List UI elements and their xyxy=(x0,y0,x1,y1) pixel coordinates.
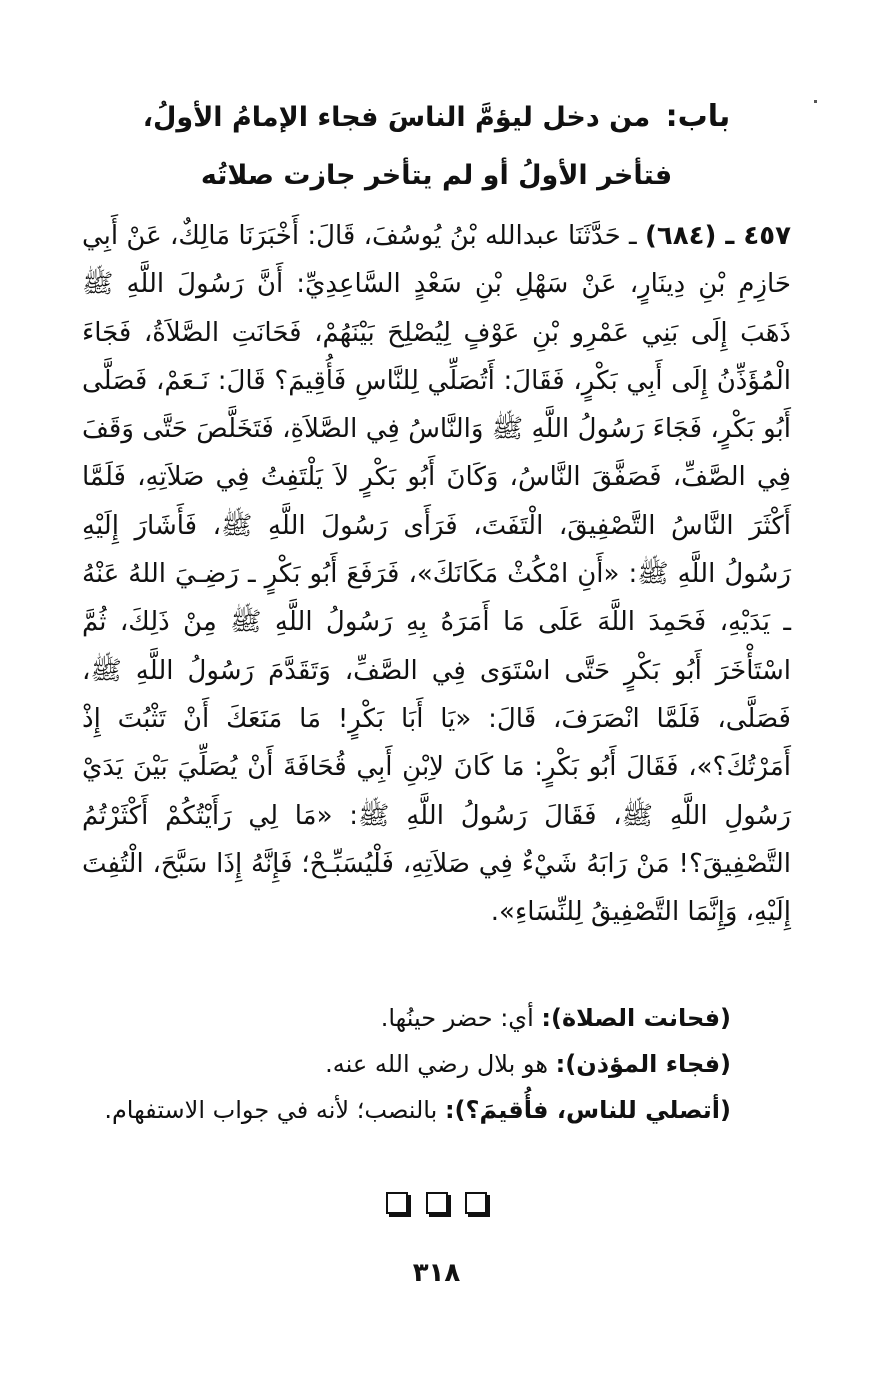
note-item xyxy=(82,1087,791,1133)
hadith-number: ٤٥٧ ـ (٦٨٤) xyxy=(644,221,791,251)
note-explanation: بالنصب؛ لأنه في جواب الاستفهام. xyxy=(104,1096,438,1124)
note-explanation: أي: حضر حينُها. xyxy=(380,1004,534,1032)
chapter-heading-line-1 xyxy=(100,88,773,147)
page-number: ٣١٨ xyxy=(412,1258,461,1288)
section-divider-ornament xyxy=(0,1192,873,1214)
ornament-square-icon xyxy=(386,1192,408,1214)
hadith-body: ـ حَدَّثَنَا عبدالله بْنُ يُوسُفَ، قَالَ: أَخْبَرَنَا مَالِكٌ، عَنْ أَبِي حَازِمِ بْنِ دِينَارٍ، عَنْ سَهْلِ بْنِ سَعْدٍ السَّاعِدِيِّ: أَنَّ رَسُولَ اللَّهِ ﷺ ذَهَبَ إِلَى بَنِي عَمْرِو بْنِ عَوْفٍ لِيُصْلِحَ بَيْنَهُمْ، فَحَانَتِ الصَّلاَةُ، فَجَاءَ الْمُؤَذِّنُ إِلَى أَبِي بَكْرٍ، فَقَالَ: أَتُصَلِّي لِلنَّاسِ فَأُقِيمَ؟ قَالَ: نَـعَمْ، فَصَلَّى أَبُو بَكْرٍ، فَجَاءَ رَسُولُ اللَّهِ ﷺ وَالنَّاسُ فِي الصَّلاَةِ، فَتَخَلَّصَ حَتَّى وَقَفَ فِي الصَّفِّ، فَصَفَّقَ النَّاسُ، وَكَانَ أَبُو بَكْرٍ لاَ يَلْتَفِتُ فِي صَلاَتِهِ، فَلَمَّا أَكْثَرَ النَّاسُ التَّصْفِيقَ، الْتَفَتَ، فَرَأَى رَسُولَ اللَّهِ ﷺ، فَأَشَارَ إِلَيْهِ رَسُولُ اللَّهِ ﷺ: «أَنِ امْكُثْ مَكَانَكَ»، فَرَفَعَ أَبُو بَكْرٍ ـ رَضِـيَ اللهُ عَنْهُ ـ يَدَيْهِ، فَحَمِدَ اللَّهَ عَلَى مَا أَمَرَهُ بِهِ رَسُولُ اللَّهِ ﷺ مِنْ ذَلِكَ، ثُمَّ اسْتَأْخَرَ أَبُو بَكْرٍ حَتَّى اسْتَوَى فِي الصَّفِّ، وَتَقَدَّمَ رَسُولُ اللَّهِ ﷺ، فَصَلَّى، فَلَمَّا انْصَرَفَ، قَالَ: «يَا أَبَا بَكْرٍ! مَا مَنَعَكَ أَنْ تَثْبُتَ إِذْ أَمَرْتُكَ؟»، فَقَالَ أَبُو بَكْرٍ: مَا كَانَ لاِبْنِ أَبِي قُحَافَةَ أَنْ يُصَلِّيَ بَيْنَ يَدَيْ رَسُولِ اللَّهِ ﷺ، فَقَالَ رَسُولُ اللَّهِ ﷺ: «مَا لِي رَأَيْتُكُمْ أَكْثَرْتُمُ التَّصْفِيقَ؟! مَنْ رَابَهُ شَيْءٌ فِي صَلاَتِهِ، فَلْيُسَبِّـحْ؛ فَإِنَّهُ إِذَا سَبَّحَ، الْتُفِتَ إِلَيْهِ، وَإِنَّمَا التَّصْفِيقُ لِلنِّسَاءِ». xyxy=(82,221,791,928)
chapter-title-line-1: من دخل ليؤمَّ الناسَ فجاء الإمامُ الأولُ، xyxy=(142,102,651,133)
chapter-title-line-2: فتأخر الأولُ أو لم يتأخر جازت صلاتُه xyxy=(200,160,673,191)
margin-speck xyxy=(814,100,817,103)
hadith-text xyxy=(82,212,791,936)
ornament-square-icon xyxy=(426,1192,448,1214)
chapter-label: باب: xyxy=(665,99,731,134)
note-term: (فجاء المؤذن): xyxy=(555,1050,731,1078)
note-item xyxy=(82,1041,791,1087)
note-term: (فحانت الصلاة): xyxy=(541,1004,731,1032)
note-item xyxy=(82,995,791,1041)
explanatory-notes xyxy=(82,995,791,1133)
chapter-heading xyxy=(100,88,773,205)
ornament-square-icon xyxy=(465,1192,487,1214)
note-explanation: هو بلال رضي الله عنه. xyxy=(325,1050,548,1078)
note-term: (أتصلي للناس، فأُقيمَ؟): xyxy=(444,1096,731,1124)
